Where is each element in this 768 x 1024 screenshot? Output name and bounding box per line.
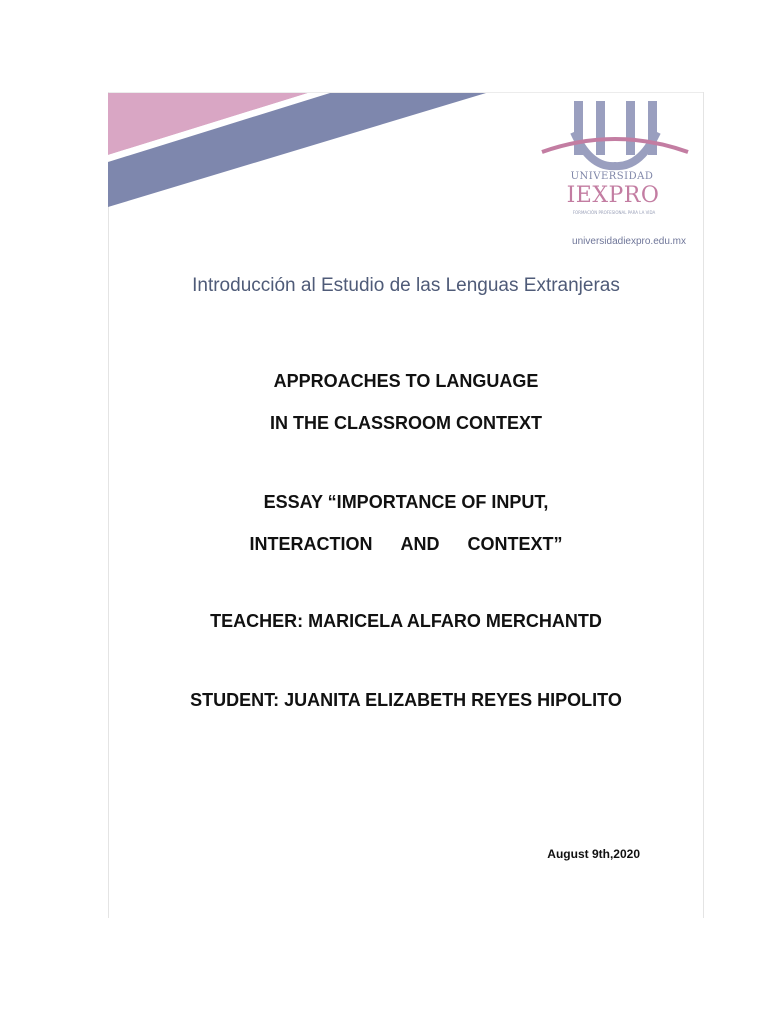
document-date: August 9th,2020 (547, 847, 640, 861)
subject-line-2: IN THE CLASSROOM CONTEXT (269, 413, 542, 433)
logo-url: universidadiexpro.edu.mx (572, 236, 686, 247)
header-decorative-stripes (108, 93, 488, 213)
course-title: Introducción al Estudio de las Lenguas Extranjeras (192, 275, 620, 296)
essay-title-line-1: ESSAY “IMPORTANCE OF INPUT, (263, 492, 549, 512)
essay-word-and: AND (400, 534, 440, 554)
logo-tagline: FORMACIÓN PROFESIONAL PARA LA VIDA (572, 210, 656, 215)
essay-word-interaction: INTERACTION (249, 534, 373, 554)
teacher-name: TEACHER: MARICELA ALFARO MERCHANTD (210, 611, 602, 631)
essay-title-line-2 (108, 534, 704, 555)
logo-iexpro-text: IEXPRO (566, 183, 660, 208)
essay-word-context: CONTEXT” (467, 534, 563, 554)
student-name: STUDENT: JUANITA ELIZABETH REYES HIPOLITO (190, 690, 622, 710)
subject-line-1: APPROACHES TO LANGUAGE (273, 371, 539, 391)
logo-university-text: UNIVERSIDAD (570, 171, 654, 182)
